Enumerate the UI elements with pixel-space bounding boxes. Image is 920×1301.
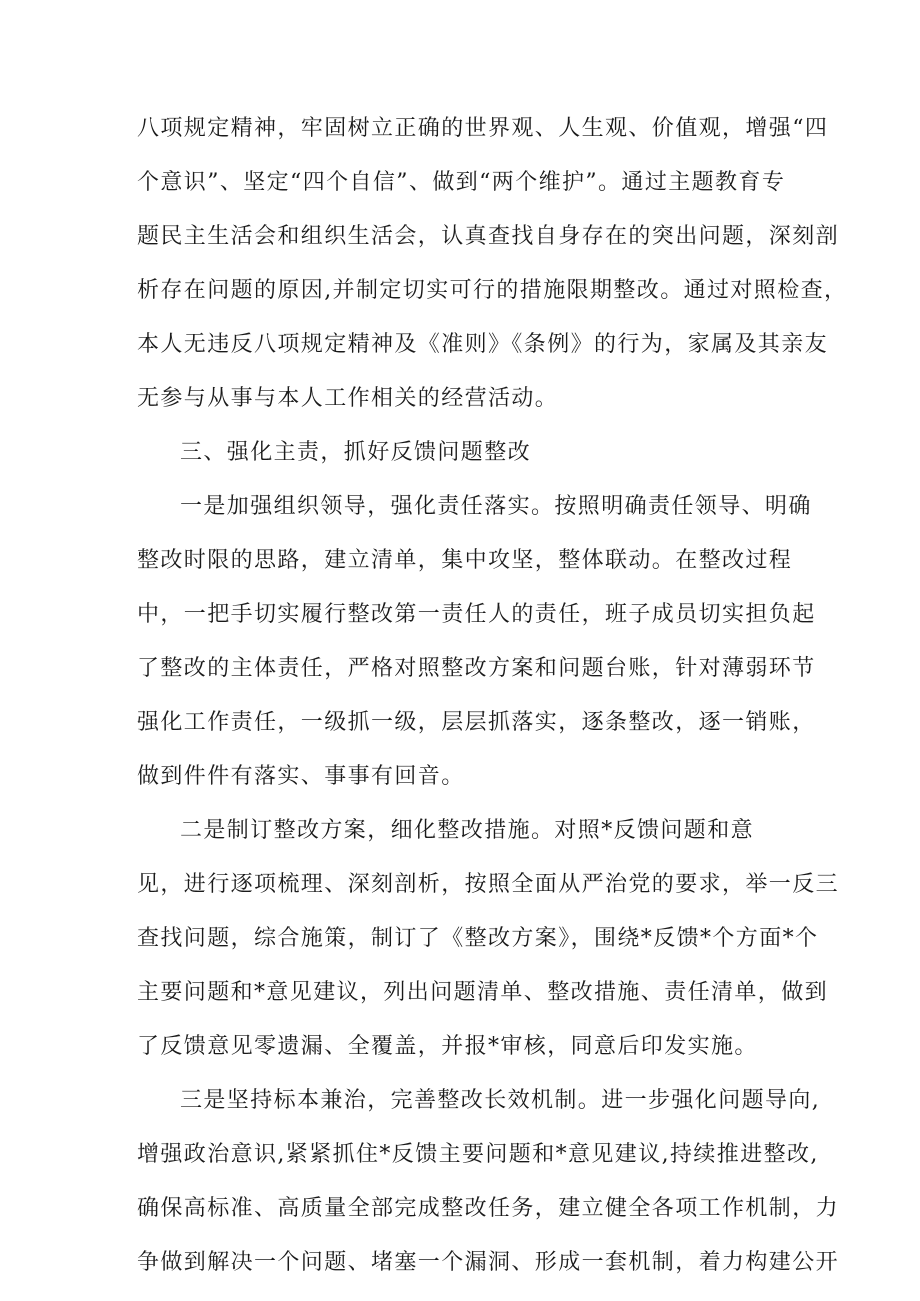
paragraph-line: 强化工作责任，一级抓一级，层层抓落实，逐条整改，逐一销账，	[137, 710, 816, 735]
paragraph-line: 增强政治意识,紧紧抓住*反馈主要问题和*意见建议,持续推进整改,	[137, 1142, 819, 1167]
paragraph-line: 了整改的主体责任，严格对照整改方案和问题台账，针对薄弱环节	[137, 656, 816, 681]
paragraph-line: 整改时限的思路，建立清单，集中攻坚，整体联动。在整改过程	[137, 548, 793, 573]
paragraph-line: 二是制订整改方案，细化整改措施。对照*反馈问题和意	[180, 818, 755, 843]
paragraph-line: 主要问题和*意见建议，列出问题清单、整改措施、责任清单，做到	[137, 980, 829, 1005]
paragraph-line: 八项规定精神，牢固树立正确的世界观、人生观、价值观，增强“四	[137, 116, 829, 141]
paragraph-line: 本人无违反八项规定精神及《准则》《条例》的行为，家属及其亲友	[137, 332, 829, 357]
paragraph-line: 无参与从事与本人工作相关的经营活动。	[137, 386, 559, 411]
paragraph-line: 中，一把手切实履行整改第一责任人的责任，班子成员切实担负起	[137, 602, 816, 627]
section-heading: 三、强化主责，抓好反馈问题整改	[180, 440, 532, 465]
paragraph-line: 析存在问题的原因,并制定切实可行的措施限期整改。通过对照检查，	[137, 278, 848, 303]
paragraph-line: 见，进行逐项梳理、深刻剖析，按照全面从严治党的要求，举一反三	[137, 872, 840, 897]
paragraph-line: 争做到解决一个问题、堵塞一个漏洞、形成一套机制，着力构建公开	[137, 1250, 840, 1275]
paragraph-line: 三是坚持标本兼治，完善整改长效机制。进一步强化问题导向,	[180, 1088, 821, 1113]
paragraph-line: 个意识”、坚定“四个自信”、做到“两个维护”。通过主题教育专	[137, 170, 786, 195]
paragraph-line: 确保高标准、高质量全部完成整改任务，建立健全各项工作机制，力	[137, 1196, 840, 1221]
paragraph-line: 了反馈意见零遗漏、全覆盖，并报*审核，同意后印发实施。	[137, 1034, 758, 1059]
paragraph-line: 题民主生活会和组织生活会，认真查找自身存在的突出问题，深刻剖	[137, 224, 840, 249]
paragraph-line: 一是加强组织领导，强化责任落实。按照明确责任领导、明确	[180, 494, 812, 519]
paragraph-line: 做到件件有落实、事事有回音。	[137, 764, 465, 789]
paragraph-line: 查找问题，综合施策，制订了《整改方案》，围绕*反馈*个方面*个	[137, 926, 819, 951]
